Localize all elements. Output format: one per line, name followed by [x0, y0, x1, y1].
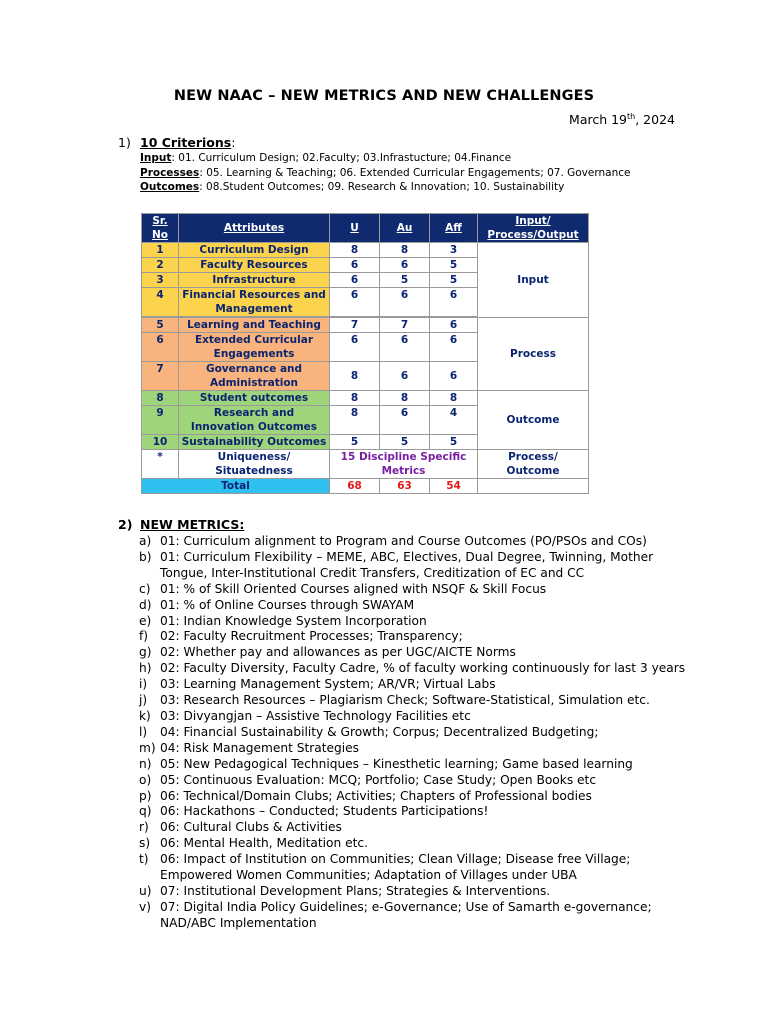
item-text: 01: Curriculum Flexibility – MEME, ABC, Electives, Dual Degree, Twinning, Mother Tongue, Inter-Institutional Credit Transfers, Creditization of EC and CC — [160, 549, 654, 580]
cell-sr: 3 — [142, 273, 179, 288]
cell-attribute: Faculty Resources — [179, 258, 330, 273]
cell-au: 6 — [380, 258, 430, 273]
cell-au: 6 — [380, 362, 430, 391]
cell-u: 6 — [330, 288, 380, 317]
date-suffix: th — [627, 112, 636, 121]
item-letter: b) — [139, 549, 152, 564]
item-text: 03: Learning Management System; AR/VR; Virtual Labs — [160, 677, 496, 692]
list-item — [139, 789, 699, 805]
cell-aff: 8 — [430, 391, 478, 406]
item-text: 02: Faculty Recruitment Processes; Transparency; — [160, 629, 463, 644]
item-text: 06: Impact of Institution on Communities; Clean Village; Disease free Village; Empowered Women Communities; Adaptation of Villages under UBA — [160, 852, 631, 883]
document-title: NEW NAAC – NEW METRICS AND NEW CHALLENGES — [173, 88, 595, 104]
cell-au: 5 — [380, 435, 430, 450]
cell-attribute: Research and Innovation Outcomes — [179, 406, 330, 435]
cell-total-aff: 54 — [430, 479, 478, 494]
section-1-number: 1) — [118, 135, 131, 150]
cell-sr: 8 — [142, 391, 179, 406]
cell-sr: 10 — [142, 435, 179, 450]
cell-aff: 5 — [430, 273, 478, 288]
category-text: : 08.Student Outcomes; 09. Research & Innovation; 10. Sustainability — [199, 181, 565, 193]
item-text: 06: Cultural Clubs & Activities — [160, 820, 342, 835]
category-text: : 01. Curriculum Design; 02.Faculty; 03.Infrastucture; 04.Finance — [171, 152, 512, 164]
item-text: 01: Curriculum alignment to Program and Course Outcomes (PO/PSOs and COs) — [160, 534, 647, 548]
item-text: 06: Technical/Domain Clubs; Activities; Chapters of Professional bodies — [160, 788, 592, 803]
list-item — [139, 884, 699, 900]
cell-u: 6 — [330, 273, 380, 288]
cell-u: 6 — [330, 333, 380, 362]
item-letter: i) — [139, 677, 148, 692]
item-letter: c) — [139, 581, 151, 596]
cell-sr: 1 — [142, 243, 179, 258]
item-text: 06: Hackathons – Conducted; Students Participations! — [160, 804, 489, 819]
cell-attribute: Uniqueness/ Situatedness — [179, 450, 330, 479]
item-text: 03: Divyangjan – Assistive Technology Facilities etc — [160, 708, 471, 723]
cell-discipline-metrics: 15 Discipline Specific Metrics — [330, 450, 478, 479]
section-2-number: 2) — [118, 517, 133, 532]
cell-aff: 6 — [430, 362, 478, 391]
item-text: 07: Digital India Policy Guidelines; e-Governance; Use of Samarth e-governance; NAD/ABC Implementation — [160, 899, 652, 930]
table-header-row — [142, 214, 589, 243]
cell-aff: 6 — [430, 333, 478, 362]
list-item — [139, 773, 699, 789]
item-letter: a) — [139, 534, 152, 548]
cell-u: 6 — [330, 258, 380, 273]
section-1-heading — [118, 135, 235, 150]
list-item — [139, 741, 699, 757]
list-item — [139, 645, 699, 661]
item-letter: n) — [139, 756, 152, 771]
cell-aff: 4 — [430, 406, 478, 435]
cell-attribute: Extended Curricular Engagements — [179, 333, 330, 362]
group-process: Process — [478, 318, 589, 391]
cell-total-au: 63 — [380, 479, 430, 494]
item-letter: l) — [139, 724, 148, 739]
item-letter: k) — [139, 708, 151, 723]
document-date — [569, 112, 675, 127]
cell-ipo: Process/ Outcome — [478, 450, 589, 479]
category-label: Processes — [140, 167, 200, 179]
group-input: Input — [478, 243, 589, 318]
cell-au: 6 — [380, 288, 430, 317]
cell-u: 8 — [330, 406, 380, 435]
item-letter: j) — [139, 693, 148, 708]
cell-aff: 6 — [430, 318, 478, 333]
item-text: 04: Financial Sustainability & Growth; Corpus; Decentralized Budgeting; — [160, 724, 599, 739]
date-year: , 2024 — [635, 112, 675, 128]
list-item — [139, 852, 699, 884]
header-attributes: Attributes — [179, 214, 330, 243]
list-item — [139, 677, 699, 693]
header-sr-no: Sr. No — [142, 214, 179, 243]
date-day: March 19 — [569, 112, 628, 128]
cell-aff: 6 — [430, 288, 478, 317]
header-aff: Aff — [430, 214, 478, 243]
criteria-table — [141, 213, 589, 494]
item-text: 02: Whether pay and allowances as per UGC/AICTE Norms — [160, 645, 516, 660]
cell-aff: 5 — [430, 435, 478, 450]
item-letter: d) — [139, 597, 152, 612]
section-2-title: NEW METRICS: — [140, 517, 245, 532]
list-item — [139, 661, 699, 677]
item-letter: r) — [139, 820, 149, 835]
cell-total-u: 68 — [330, 479, 380, 494]
item-letter: g) — [139, 645, 152, 660]
list-item — [139, 836, 699, 852]
list-item — [139, 598, 699, 614]
cell-au: 7 — [380, 318, 430, 333]
item-letter: o) — [139, 772, 152, 787]
item-text: 02: Faculty Diversity, Faculty Cadre, % of faculty working continuously for last 3 years — [160, 661, 686, 676]
list-item — [139, 582, 699, 598]
list-item — [139, 725, 699, 741]
item-letter: v) — [139, 899, 151, 914]
list-item — [139, 534, 699, 550]
item-letter: t) — [139, 852, 149, 867]
item-text: 01: % of Skill Oriented Courses aligned with NSQF & Skill Focus — [160, 581, 547, 596]
section-2-heading — [118, 517, 244, 532]
list-item — [139, 693, 699, 709]
cell-attribute: Governance and Administration — [179, 362, 330, 391]
group-outcome: Outcome — [478, 391, 589, 450]
header-u: U — [330, 214, 380, 243]
cell-u: 8 — [330, 391, 380, 406]
item-text: 04: Risk Management Strategies — [160, 740, 360, 755]
cell-attribute: Student outcomes — [179, 391, 330, 406]
list-item — [139, 757, 699, 773]
cell-u: 7 — [330, 318, 380, 333]
item-letter: h) — [139, 661, 152, 676]
list-item — [139, 550, 699, 582]
cell-au: 8 — [380, 391, 430, 406]
cell-u: 5 — [330, 435, 380, 450]
category-text: : 05. Learning & Teaching; 06. Extended Curricular Engagements; 07. Governance — [199, 167, 631, 179]
cell-sr: 7 — [142, 362, 179, 391]
category-processes — [140, 167, 630, 179]
cell-attribute: Sustainability Outcomes — [179, 435, 330, 450]
cell-attribute: Curriculum Design — [179, 243, 330, 258]
category-outcomes — [140, 181, 564, 193]
table-row — [142, 391, 589, 406]
list-item — [139, 900, 699, 932]
category-input — [140, 152, 511, 164]
cell-aff: 3 — [430, 243, 478, 258]
cell-sr: 9 — [142, 406, 179, 435]
cell-total-blank — [478, 479, 589, 494]
cell-sr: * — [142, 450, 179, 479]
cell-au: 8 — [380, 243, 430, 258]
item-letter: m) — [139, 740, 156, 755]
cell-attribute: Infrastructure — [179, 273, 330, 288]
cell-total-label: Total — [142, 479, 330, 494]
category-label: Outcomes — [140, 181, 200, 193]
cell-sr: 4 — [142, 288, 179, 317]
cell-sr: 6 — [142, 333, 179, 362]
list-item — [139, 820, 699, 836]
cell-au: 5 — [380, 273, 430, 288]
item-text: 03: Research Resources – Plagiarism Check; Software-Statistical, Simulation etc. — [160, 693, 650, 708]
section-1-colon: : — [231, 135, 236, 150]
table-total-row — [142, 479, 589, 494]
item-text: 05: New Pedagogical Techniques – Kinesthetic learning; Game based learning — [160, 756, 633, 771]
header-au: Au — [380, 214, 430, 243]
metrics-list — [139, 534, 699, 932]
item-text: 07: Institutional Development Plans; Strategies & Interventions. — [160, 883, 551, 898]
list-item — [139, 629, 699, 645]
cell-u: 8 — [330, 243, 380, 258]
table-row — [142, 243, 589, 258]
item-letter: s) — [139, 836, 151, 851]
category-label: Input — [140, 152, 172, 164]
list-item — [139, 614, 699, 630]
cell-attribute: Financial Resources and Management — [179, 288, 330, 317]
table-row — [142, 318, 589, 333]
cell-sr: 2 — [142, 258, 179, 273]
item-text: 06: Mental Health, Meditation etc. — [160, 836, 368, 851]
cell-attribute: Learning and Teaching — [179, 318, 330, 333]
item-letter: f) — [139, 629, 149, 644]
item-letter: p) — [139, 788, 152, 803]
list-item — [139, 709, 699, 725]
list-item — [139, 804, 699, 820]
item-letter: q) — [139, 804, 152, 819]
item-letter: e) — [139, 613, 152, 628]
header-input-process-output: Input/ Process/Output — [478, 214, 589, 243]
item-text: 05: Continuous Evaluation: MCQ; Portfolio; Case Study; Open Books etc — [160, 772, 597, 787]
table-row-special — [142, 450, 589, 479]
cell-u: 8 — [330, 362, 380, 391]
cell-sr: 5 — [142, 318, 179, 333]
item-text: 01: % of Online Courses through SWAYAM — [160, 597, 415, 612]
cell-au: 6 — [380, 333, 430, 362]
item-text: 01: Indian Knowledge System Incorporation — [160, 613, 427, 628]
cell-aff: 5 — [430, 258, 478, 273]
section-1-title: 10 Criterions — [140, 135, 232, 150]
item-letter: u) — [139, 883, 152, 898]
cell-au: 6 — [380, 406, 430, 435]
